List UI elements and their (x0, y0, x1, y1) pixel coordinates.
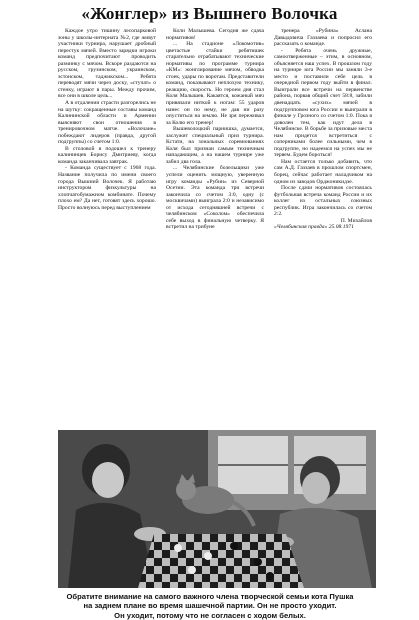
article-body (58, 28, 376, 426)
paragraph: - Команда существует с 1968 года. Название получила по имени своего города Вышний Волочек. Я работаю инструктором физкультуры на хлопчатобумажном комбинате. Почему плохо ем? Да нет, готовят здесь хорошо. Просто волнуюсь перед выступлением (58, 165, 156, 211)
caption-line: Он уходит, потому что не согласен с ходом белых. (114, 610, 306, 620)
paragraph: В столовой я подошел к тренеру калининцев Борису Дмитриеву, когда команда заканчивала завтрак. (58, 145, 156, 165)
paragraph: Коли Малышева. Сегодня же сдача нормативов! (166, 28, 264, 41)
article-column-3 (274, 28, 372, 426)
caption-line: Обратите внимание на самого важного члена творческой семьи кота Пушка (66, 592, 354, 601)
article-column-1 (58, 28, 156, 426)
source-citation: «Челябинская правда» 25.08.1971 (274, 224, 354, 231)
photo-caption (30, 592, 390, 620)
article-title: «Жонглер» из Вышнего Волочка (81, 4, 338, 23)
article-column-2 (166, 28, 264, 426)
paragraph: ... Челябинские болельщики уже успели оценить мощную, уверенную игру команды «Рубин» из Северной Осетии. Эта команда три встречи закончила со счетом 3:0, одну (с москвичами) выиграла 2:0 и независимо от исхода сегодняшней встречи с челябинском «Соколом» обеспечила себе выход в финальную четверку. Я встретил на трибуне (166, 165, 264, 231)
photo-illustration (58, 430, 376, 588)
checkerboard (138, 534, 304, 588)
paragraph: А в отдалении страсти разгорелись не на шутку: сокращенные составы команд Калининской области и Армении выясняют свои отношения в тренировочном матче. «Волочане» побеждают лидеров (правда, другой подгруппы) со счетом 1:0. (58, 100, 156, 146)
author-signature: П. Михайлов (340, 217, 372, 224)
paragraph: Вышеволоцкий парнишка, думается, заслужит специальный приз турнира. Кстати, на зональных соревнованиях Коля был признан самым техничным нападающим, а на нашем турнире уже забил два гола. (166, 126, 264, 165)
paragraph: После сдачи нормативов состоялась футбольная встреча команд России и их коллег из остальных союзных республик. Игра закончилась со счетом 2:2. (274, 185, 372, 218)
paragraph: тренера «Рубина» Аслана Давыдовича Газзаева и попросил его рассказать о команде. (274, 28, 372, 48)
paragraph: ... На стадионе «Локомотив» цветастые стайки ребятишек старательно отрабатывают технические нормативы по программе турнира «КМ»: жонглирование мячом, обводка стоек, удары по воротам. Представители команд, показывают неплохую технику, реакцию, скорость. Но героем дня стал Коля Малышев. Какаятся, кожаный мяч привязали ниткой к ногам: 55 ударов нанес он по нему, не дав ни разу опуститься на землю. Не зря переживал за Колю его тренер! (166, 41, 264, 126)
checkers-game-photo (58, 430, 376, 588)
paragraph: - Ребята очень дружные, самоотверженные – этим, в основном, объясняется наш успех. В прошлом году на турнире юга России мы заняли 3-е место и поставили себе цель в очередной первом году выйти в финал. Выиграли все встречи на первенстве района, порвав общий счет 58:8, забили двенадцать «сухих» мячей в подгрупповом юга России и выиграли в финале у Грозного со счетом 1:0. Пока я доволен тем, как идут дела в Челябинске. В борьбе за призовые места нам придется встретиться с соперниками более сильными, чем в подгруппе, но надеемся на успех мы не теряем. Будем бороться! (274, 47, 372, 159)
paragraph: Каждое утро тишину лесопарковой зоны у школы-интерната №2, где живут участники турнира, нарушает дробный перестук мячей. Вместо зарядки игроки команд предпочитают проводить разминку с мячом. Вскоре раздаются на русском, грузинском, украинском, эстонском, таджикском... Ребята переводят мячи через доску, «стучат» о стенку, играют в пары. Между прочим, все они в школе цель... (58, 28, 156, 100)
caption-line: на заднем плане во время шашечной партии. Он не просто уходит. (83, 601, 337, 611)
paragraph: Нам остается только добавить, что сам А.Д. Газзаев в прошлом спортсмен, борец, сейчас работает наладчиком на одном из заводов Орджоникидзе. (274, 158, 372, 185)
